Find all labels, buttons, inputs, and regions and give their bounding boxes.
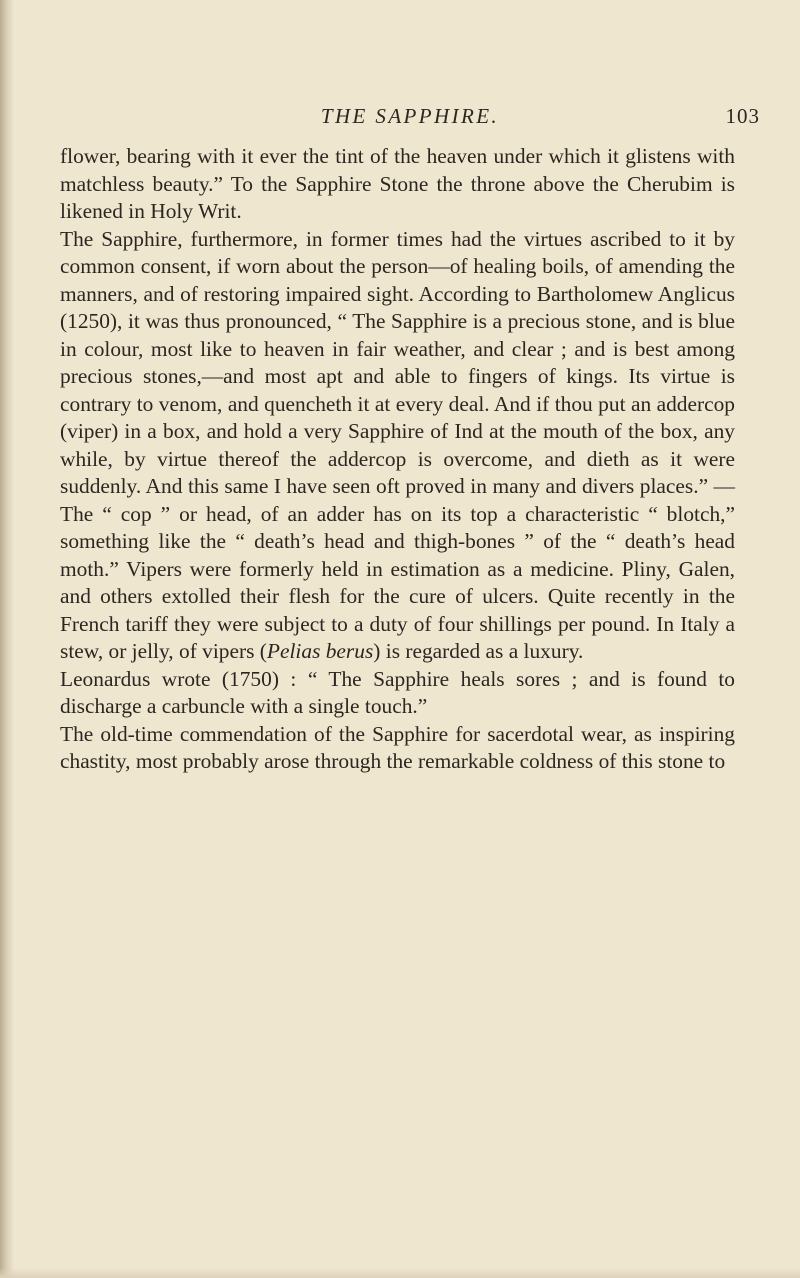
paragraph-3: Leonardus wrote (1750) : “ The Sapphire heals sores ; and is found to discharge a carbuncle with a single touch.” <box>60 666 735 718</box>
body-text <box>60 143 735 776</box>
running-head <box>60 104 760 136</box>
paragraph-1: flower, bearing with it ever the tint of the heaven under which it glistens with matchless beauty.” To the Sapphire Stone the throne above the Cherubim is likened in Holy Writ. <box>60 144 735 223</box>
paragraph-2 <box>60 226 735 666</box>
paragraph-2-end: ) is regarded as a luxury. <box>373 639 584 663</box>
page-binding-shadow <box>0 0 14 1278</box>
page-number: 103 <box>725 104 760 128</box>
page-bottom-edge <box>0 1268 800 1278</box>
paragraph-4: The old-time commendation of the Sapphire for sacerdotal wear, as inspiring chastity, most probably arose through the remarkable coldness of this stone to <box>60 721 735 773</box>
paragraph-2-text: The Sapphire, furthermore, in former times had the virtues ascribed to it by common consent, if worn about the person—of healing boils, of amending the manners, and of restoring impaired sight. According to Bartholomew Anglicus (1250), it was thus pronounced, “ The Sapphire is a precious stone, and is blue in colour, most like to heaven in fair weather, and clear ; and is best among precious stones,—and most apt and able to fingers of kings. Its virtue is contrary to venom, and quencheth it at every deal. And if thou put an addercop (viper) in a box, and hold a very Sapphire of Ind at the mouth of the box, any while, by virtue thereof the addercop is overcome, and dieth as it were suddenly. And this same I have seen oft proved in many and divers places.” —The “ cop ” or head, of an adder has on its top a characteristic “ blotch,” something like the “ death’s head and thigh-bones ” of the “ death’s head moth.” Vipers were formerly held in estimation as a medicine. Pliny, Galen, and others extolled their flesh for the cure of ulcers. Quite recently in the French tariff they were subject to a duty of four shillings per pound. In Italy a stew, or jelly, of vipers ( <box>60 226 735 663</box>
species-name-italic: Pelias berus <box>266 639 374 663</box>
running-title: THE SAPPHIRE. <box>320 104 500 128</box>
